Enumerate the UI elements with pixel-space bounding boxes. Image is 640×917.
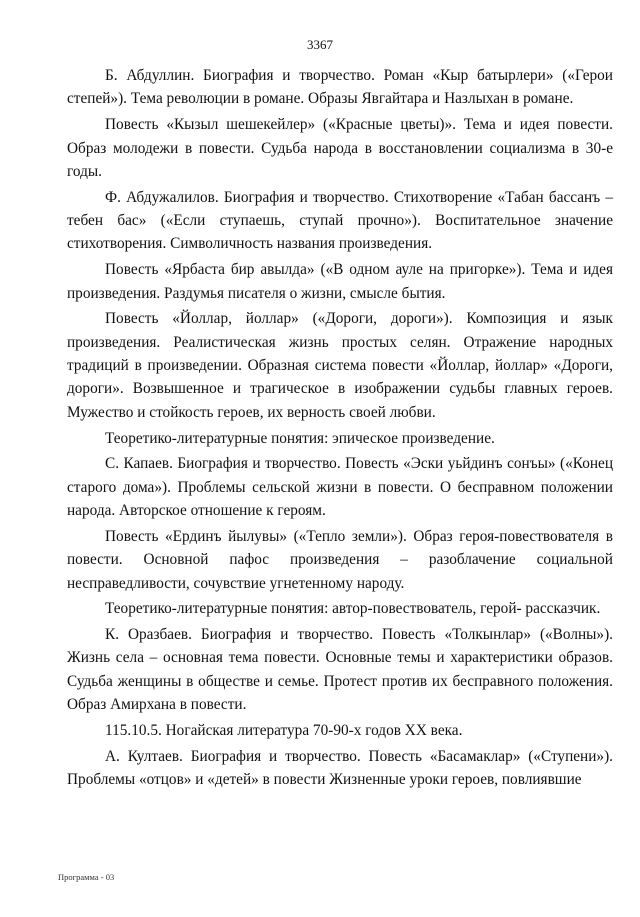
paragraph-yollar-yollar: Повесть «Йоллар, йоллар» («Дороги, дороги»). Композиция и язык произведения. Реалистическая жизнь простых селян. Отражение народных традиций в произведении. Образная система повести «Йоллар, йоллар» «Дороги, дороги». Возвышенное и трагическое в изображении судьбы главных героев. Мужество и стойкость героев, их верность своей любви. — [67, 310, 613, 421]
paragraph-yerdin-yyluvy: Повесть «Ердинъ йылувы» («Тепло земли»). Образ героя-повествователя в повести. Основной пафос произведения – разоблачение социальной несправедливости, сочувствие угнетенному народу. — [67, 527, 613, 592]
paragraph-kapaev-biography: С. Капаев. Биография и творчество. Повесть «Эски уьйдинъ сонъы» («Конец старого дома»). Проблемы сельской жизни в повести. О бесправном положении народа. Авторское отношение к героям. — [67, 455, 613, 520]
footer-program-code: Программа - 03 — [58, 872, 115, 882]
paragraph-theory-narrator: Теоретико-литературные понятия: автор-повествователь, герой- рассказчик. — [105, 600, 601, 618]
paragraph-orazbaev-biography: К. Оразбаев. Биография и творчество. Повесть «Толкынлар» («Волны»). Жизнь села – основная тема повести. Основные темы и характеристики образов. Судьба женщины в обществе и семье. Протест против их бесправного положения. Образ Амирхана в повести. — [67, 626, 613, 714]
paragraph-kyzyl-sheshekeyler: Повесть «Кызыл шешекейлер» («Красные цветы)». Тема и идея повести. Образ молодежи в повести. Судьба народа в восстановлении социализма в 30-е годы. — [67, 116, 613, 180]
paragraph-kultaev-biography: А. Култаев. Биография и творчество. Повесть «Басамаклар» («Ступени»). Проблемы «отцов» и «детей» в повести Жизненные уроки героев, повлиявшие — [67, 747, 613, 789]
paragraph-theory-epic: Теоретико-литературные понятия: эпическое произведение. — [105, 429, 495, 447]
paragraph-abdullin-biography: Б. Абдуллин. Биография и творчество. Роман «Кыр батырлери» («Герои степей»). Тема революции в романе. Образы Явгайтара и Назлыхан в романе. — [67, 67, 613, 108]
document-body — [67, 64, 613, 794]
paragraph-abdujalilov-biography: Ф. Абдужалилов. Биография и творчество. Стихотворение «Табан бассанъ – тебен бас» («Если ступаешь, ступай прочно»). Воспитательное значение стихотворения. Символичность названия произведения. — [67, 188, 613, 253]
section-heading-115-10-5: 115.10.5. Ногайская литература 70-90-х годов XX века. — [105, 721, 463, 739]
page-number: 3367 — [307, 37, 333, 52]
paragraph-yarbasta-bir-avylda: Повесть «Ярбаста бир авылда» («В одном ауле на пригорке»). Тема и идея произведения. Раздумья писателя о жизни, смысле бытия. — [67, 261, 613, 302]
